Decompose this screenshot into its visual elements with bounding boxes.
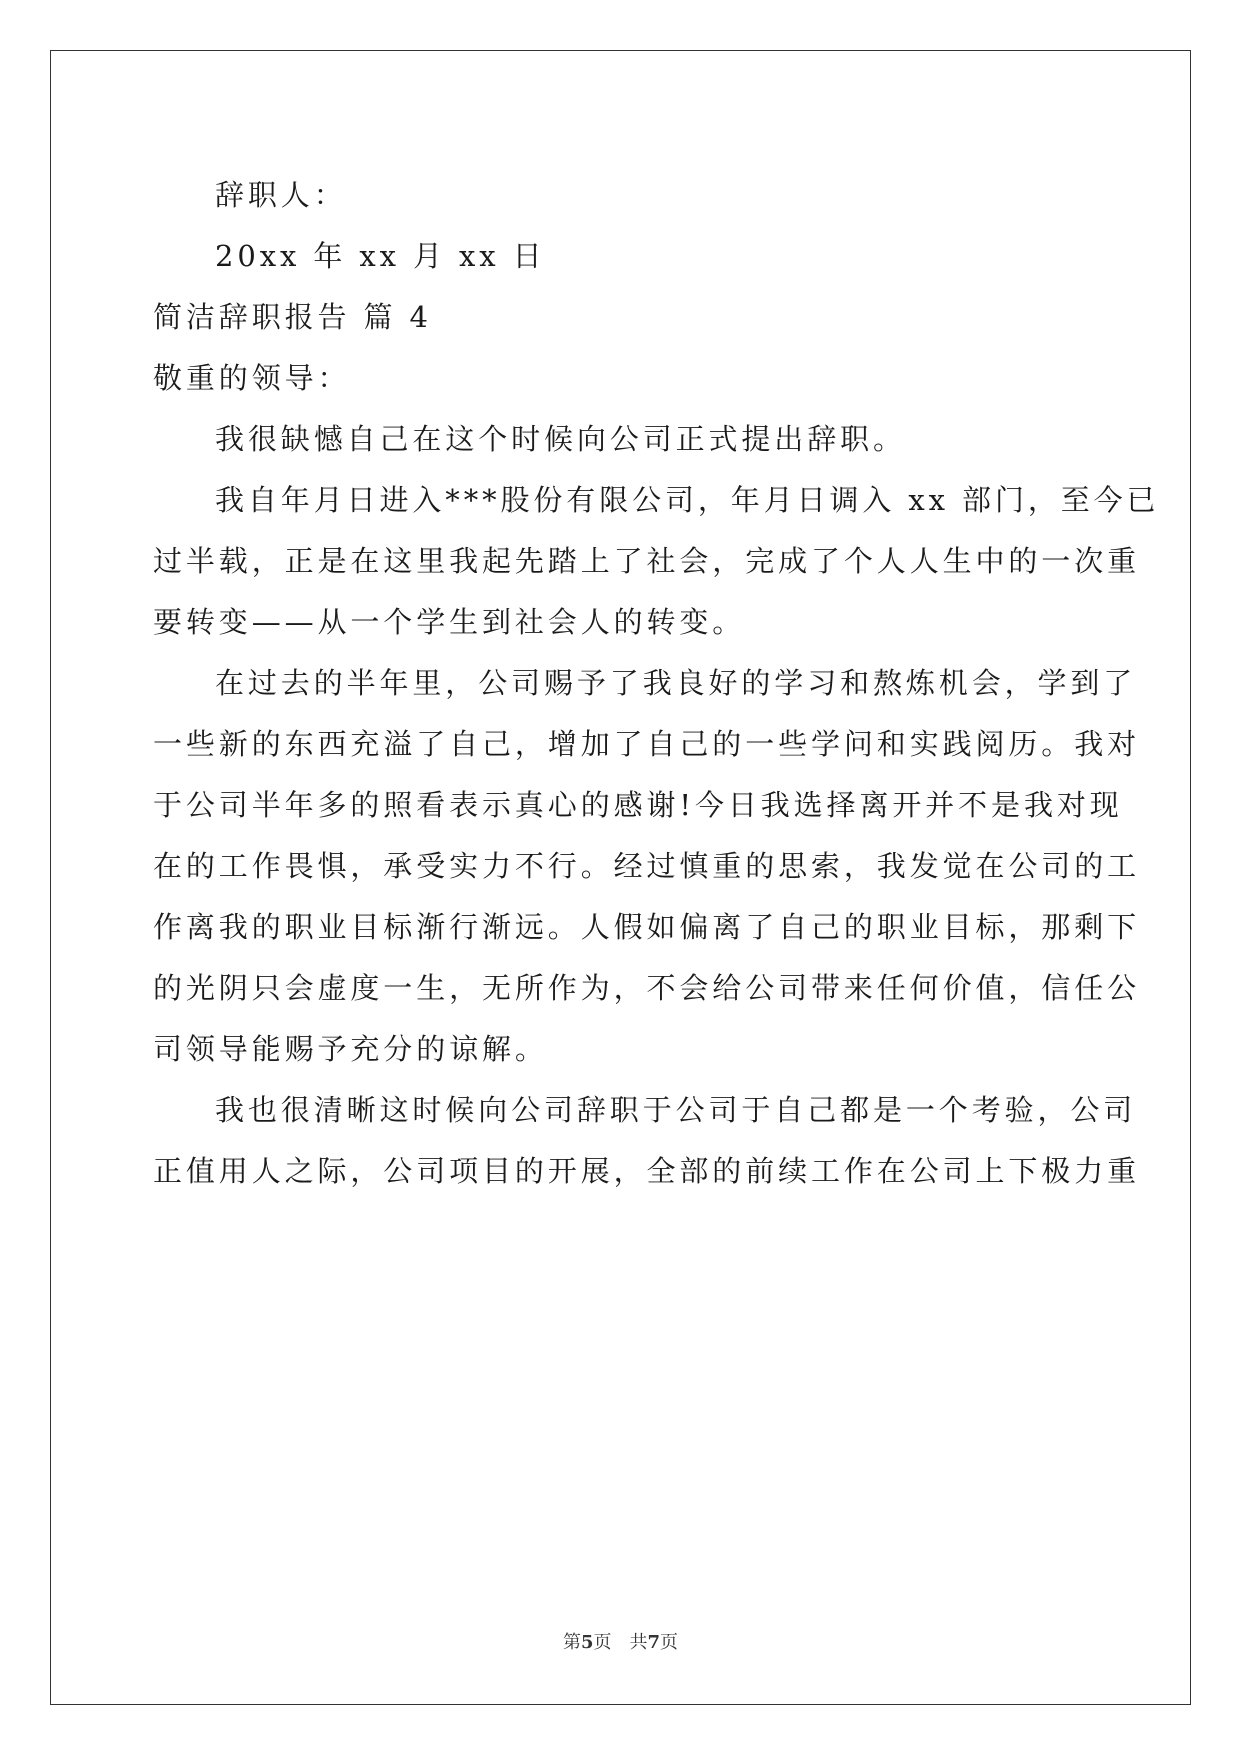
paragraph-line: 要转变——从一个学生到社会人的转变。 (153, 605, 746, 639)
page-footer (0, 1628, 1241, 1654)
footer-suffix: 页 (660, 1632, 679, 1653)
current-page-number: 5 (580, 1632, 594, 1653)
paragraph-line: 一些新的东西充溢了自己，增加了自己的一些学问和实践阅历。我对 (153, 727, 1141, 761)
paragraph-line: 在的工作畏惧，承受实力不行。经过慎重的思索，我发觉在公司的工 (153, 849, 1141, 883)
paragraph-line: 我也很清晰这时候向公司辞职于公司于自己都是一个考验，公司 (215, 1093, 1137, 1127)
document-body (153, 165, 1160, 1202)
total-page-number: 7 (647, 1632, 661, 1653)
footer-prefix: 第 (562, 1632, 581, 1653)
section-title: 简洁辞职报告 篇 4 (153, 300, 432, 334)
footer-mid: 页 共 (593, 1632, 648, 1653)
salutation: 敬重的领导： (153, 361, 351, 395)
paragraph-line: 在过去的半年里，公司赐予了我良好的学习和熬炼机会，学到了 (215, 666, 1137, 700)
paragraph-line: 作离我的职业目标渐行渐远。人假如偏离了自己的职业目标，那剩下 (153, 910, 1141, 944)
paragraph-line: 司领导能赐予充分的谅解。 (153, 1032, 548, 1066)
paragraph-line: 的光阴只会虚度一生，无所作为，不会给公司带来任何价值，信任公 (153, 971, 1141, 1005)
paragraph-line: 于公司半年多的照看表示真心的感谢!今日我选择离开并不是我对现 (153, 788, 1123, 822)
paragraph-line: 正值用人之际，公司项目的开展，全部的前续工作在公司上下极力重 (153, 1154, 1141, 1188)
paragraph-line: 我自年月日进入***股份有限公司，年月日调入 xx 部门，至今已 (215, 483, 1160, 517)
signature-line: 辞职人： (215, 178, 347, 212)
paragraph-line: 过半载，正是在这里我起先踏上了社会，完成了个人人生中的一次重 (153, 544, 1141, 578)
date-line: 20xx 年 xx 月 xx 日 (215, 239, 546, 273)
paragraph-line: 我很缺憾自己在这个时候向公司正式提出辞职。 (215, 422, 906, 456)
